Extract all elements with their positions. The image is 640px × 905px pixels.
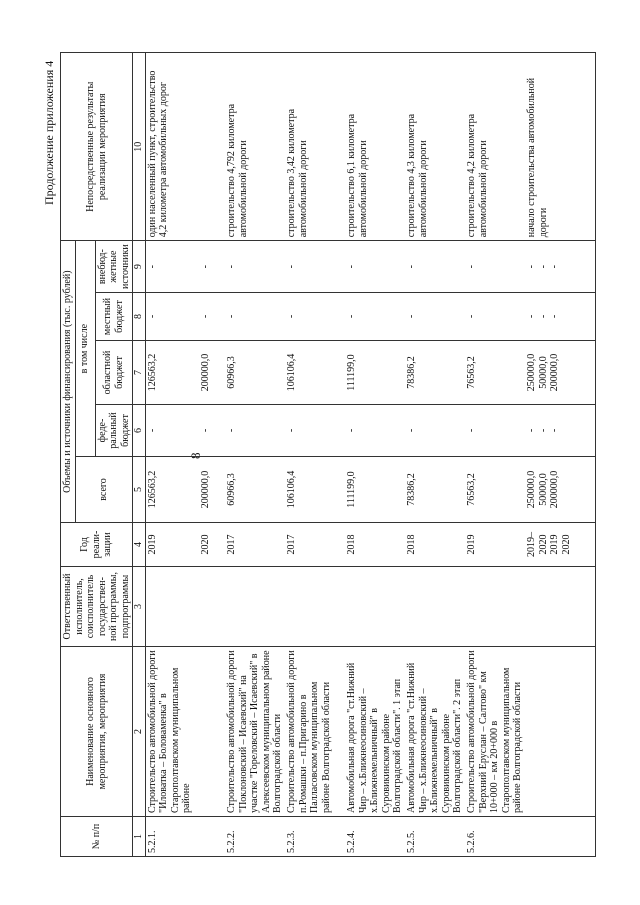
row-number: 5.2.5. (405, 817, 465, 857)
row-extra (465, 241, 525, 293)
row-name: Строительство автомобильной дороги "Верхний Еруслан – Салтово" км 10+000 – км 20+000 в Старополтавском муниципальном районе Волгоградской области (465, 647, 525, 817)
row-extra-value: - (466, 264, 477, 269)
row-local (225, 293, 285, 341)
row-regional (345, 341, 405, 405)
row-name: Автомобильная дорога "ст.Нижний Чир – х.Ближнеосиновский – х.Ближнемельничный" в Суровикинском районе Волгоградской области". 2 этап (405, 647, 465, 817)
financing-table (60, 52, 596, 857)
row-year-value: 2020 (560, 534, 572, 555)
row-executor (465, 567, 525, 647)
table-row (145, 53, 225, 857)
row-federal-value: - (200, 428, 211, 433)
row-total-value: 50000,0 (537, 473, 549, 506)
row-year-value: 2018 (346, 534, 357, 555)
table-row (345, 53, 405, 857)
row-total-value: 111199,0 (346, 471, 357, 508)
row-year-value: 2019 (466, 534, 477, 555)
row-total (465, 457, 525, 523)
row-federal (405, 405, 465, 457)
row-name: Строительство автомобильной дороги п.Ромашки – п.Пригарино в Палласовском муниципальном районе Волгоградской области (285, 647, 345, 817)
header-financing-group: Объемы и источники финансирования (тыс. рублей) (61, 241, 76, 523)
row-local-value: - (549, 314, 560, 319)
row-regional-value: 111199,0 (346, 354, 357, 391)
row-executor (145, 567, 225, 647)
row-extra-value: - (549, 264, 560, 269)
row-local (525, 293, 595, 341)
row-extra (525, 241, 595, 293)
row-result: строительство 4,2 километра автомобильной дороги (465, 53, 525, 241)
row-extra (405, 241, 465, 293)
row-year (345, 523, 405, 567)
header-total: всего (75, 457, 133, 523)
row-federal (225, 405, 285, 457)
row-federal (145, 405, 225, 457)
header-result: Непосредственные результаты реализации мероприятия (61, 53, 133, 241)
row-extra-value: - (146, 264, 158, 269)
row-number: 5.2.2. (225, 817, 285, 857)
row-total (345, 457, 405, 523)
row-regional-value: 50000,0 (537, 356, 549, 389)
row-name: Автомобильная дорога "ст.Нижний Чир – х.Ближнеосиновский – х.Ближнемельничный" в Суровикинском районе Волгоградской области". 1 этап (345, 647, 405, 817)
row-extra-value: - (346, 264, 357, 269)
row-executor (525, 567, 595, 647)
row-regional (405, 341, 465, 405)
row-result: строительство 6,1 километра автомобильной дороги (345, 53, 405, 241)
column-number: 8 (133, 293, 146, 341)
row-year-value: 2017 (286, 534, 297, 555)
row-year (225, 523, 285, 567)
row-year-value: 2019 (146, 534, 158, 555)
row-year-value: 2020 (200, 534, 211, 555)
row-federal (345, 405, 405, 457)
column-number: 2 (133, 647, 146, 817)
row-result: начало строительства автомобильной дороги (525, 53, 595, 241)
page-number: 8 (188, 452, 203, 459)
row-regional (225, 341, 285, 405)
row-name: Строительство автомобильной дороги "Поклоновский – Исаевский" на участке "Гореловский – Исаевский" в Алексеевском муниципальном районе Волгоградской области (225, 647, 285, 817)
row-extra-value: - (537, 264, 549, 269)
row-local (285, 293, 345, 341)
row-executor (345, 567, 405, 647)
row-regional (465, 341, 525, 405)
row-local-value: - (526, 314, 537, 319)
row-local-value: - (200, 314, 211, 319)
row-extra (145, 241, 225, 293)
row-federal-value: - (466, 428, 477, 433)
row-number: 5.2.6. (465, 817, 525, 857)
header-name: Наименование основного мероприятия, мероприятия (61, 647, 133, 817)
row-local (405, 293, 465, 341)
row-number: 5.2.4. (345, 817, 405, 857)
row-regional-value: 78386,2 (406, 356, 417, 389)
row-number: 5.2.1. (145, 817, 225, 857)
row-executor (225, 567, 285, 647)
row-number: 5.2.3. (285, 817, 345, 857)
row-local (345, 293, 405, 341)
row-local-value: - (466, 314, 477, 319)
row-local (465, 293, 525, 341)
row-extra (345, 241, 405, 293)
column-number: 4 (133, 523, 146, 567)
row-extra (285, 241, 345, 293)
row-local-value: - (537, 314, 549, 319)
row-federal-value: - (346, 428, 357, 433)
row-year (145, 523, 225, 567)
row-executor (285, 567, 345, 647)
row-total-value: 78386,2 (406, 473, 417, 506)
row-total (225, 457, 285, 523)
header-executor: Ответственный исполнитель, соисполнитель государствен-ной программы, подпрограммы (61, 567, 133, 647)
row-result: строительство 3,42 километра автомобильной дороги (285, 53, 345, 241)
row-total-value: 126563,2 (146, 470, 158, 509)
row-total-value: 106106,4 (286, 470, 297, 509)
row-federal (465, 405, 525, 457)
row-total (405, 457, 465, 523)
row-federal-value: - (226, 428, 237, 433)
row-year-value: 2019 (549, 534, 560, 555)
column-number: 3 (133, 567, 146, 647)
column-number: 7 (133, 341, 146, 405)
row-local (145, 293, 225, 341)
table-row (525, 53, 595, 857)
row-total-value: 250000,0 (526, 470, 537, 509)
table-row (285, 53, 345, 857)
column-number: 9 (133, 241, 146, 293)
row-number (525, 817, 595, 857)
row-extra-value: - (526, 264, 537, 269)
column-number: 6 (133, 405, 146, 457)
row-federal-value: - (526, 428, 537, 433)
row-year-value: 2018 (406, 534, 417, 555)
row-year (285, 523, 345, 567)
column-number: 1 (133, 817, 146, 857)
header-year: Год реали-зации (61, 523, 133, 567)
row-regional (525, 341, 595, 405)
row-regional-value: 126563,2 (146, 353, 158, 392)
header-num: № п/п (61, 817, 133, 857)
column-number: 10 (133, 53, 146, 241)
header-extra: внебюд-жетные источники (95, 241, 133, 293)
row-total (145, 457, 225, 523)
row-total-value: 200000,0 (549, 470, 560, 509)
row-year-value: 2019–2020 (526, 532, 549, 557)
row-extra-value: - (200, 264, 211, 269)
row-local-value: - (286, 314, 297, 319)
row-federal-value: - (146, 428, 158, 433)
row-local-value: - (226, 314, 237, 319)
row-federal-value: - (286, 428, 297, 433)
row-local-value: - (406, 314, 417, 319)
row-total (525, 457, 595, 523)
row-year (465, 523, 525, 567)
row-name: Строительство автомобильной дороги "Иловатка – Боловаменка" в Старополтавском муниципальном районе (145, 647, 225, 817)
header-regional: областной бюджет (95, 341, 133, 405)
row-total-value: 60966,3 (226, 473, 237, 506)
header-including: в том числе (75, 241, 95, 457)
row-total-value: 200000,0 (200, 470, 211, 509)
row-regional-value: 200000,0 (549, 353, 560, 392)
table-row (225, 53, 285, 857)
row-regional-value: 250000,0 (526, 353, 537, 392)
column-number: 5 (133, 457, 146, 523)
table-row (405, 53, 465, 857)
row-regional (145, 341, 225, 405)
row-year (525, 523, 595, 567)
row-federal-value: - (549, 428, 560, 433)
row-regional (285, 341, 345, 405)
row-extra (225, 241, 285, 293)
row-year (405, 523, 465, 567)
header-local: местный бюджет (95, 293, 133, 341)
column-numbers-row (133, 53, 146, 857)
row-result: один населенный пункт, строительство 4,2 километра автомобильных дорог (145, 53, 225, 241)
table-body (145, 53, 595, 857)
appendix-title: Продолжение приложения 4 (42, 60, 56, 205)
row-total-value: 76563,2 (466, 473, 477, 506)
row-federal (285, 405, 345, 457)
row-regional-value: 60966,3 (226, 356, 237, 389)
row-regional-value: 76563,2 (466, 356, 477, 389)
row-regional-value: 106106,4 (286, 353, 297, 392)
row-federal-value: - (406, 428, 417, 433)
row-name (525, 647, 595, 817)
row-local-value: - (346, 314, 357, 319)
row-federal-value: - (537, 428, 549, 433)
row-executor (405, 567, 465, 647)
row-federal (525, 405, 595, 457)
row-regional-value: 200000,0 (200, 353, 211, 392)
row-result: строительство 4,3 километра автомобильной дороги (405, 53, 465, 241)
table-row (465, 53, 525, 857)
row-extra-value: - (226, 264, 237, 269)
row-year-value: 2017 (226, 534, 237, 555)
row-result: строительство 4,792 километра автомобильной дороги (225, 53, 285, 241)
row-local-value: - (146, 314, 158, 319)
header-federal: феде-ральный бюджет (95, 405, 133, 457)
row-total (285, 457, 345, 523)
row-extra-value: - (286, 264, 297, 269)
row-extra-value: - (406, 264, 417, 269)
